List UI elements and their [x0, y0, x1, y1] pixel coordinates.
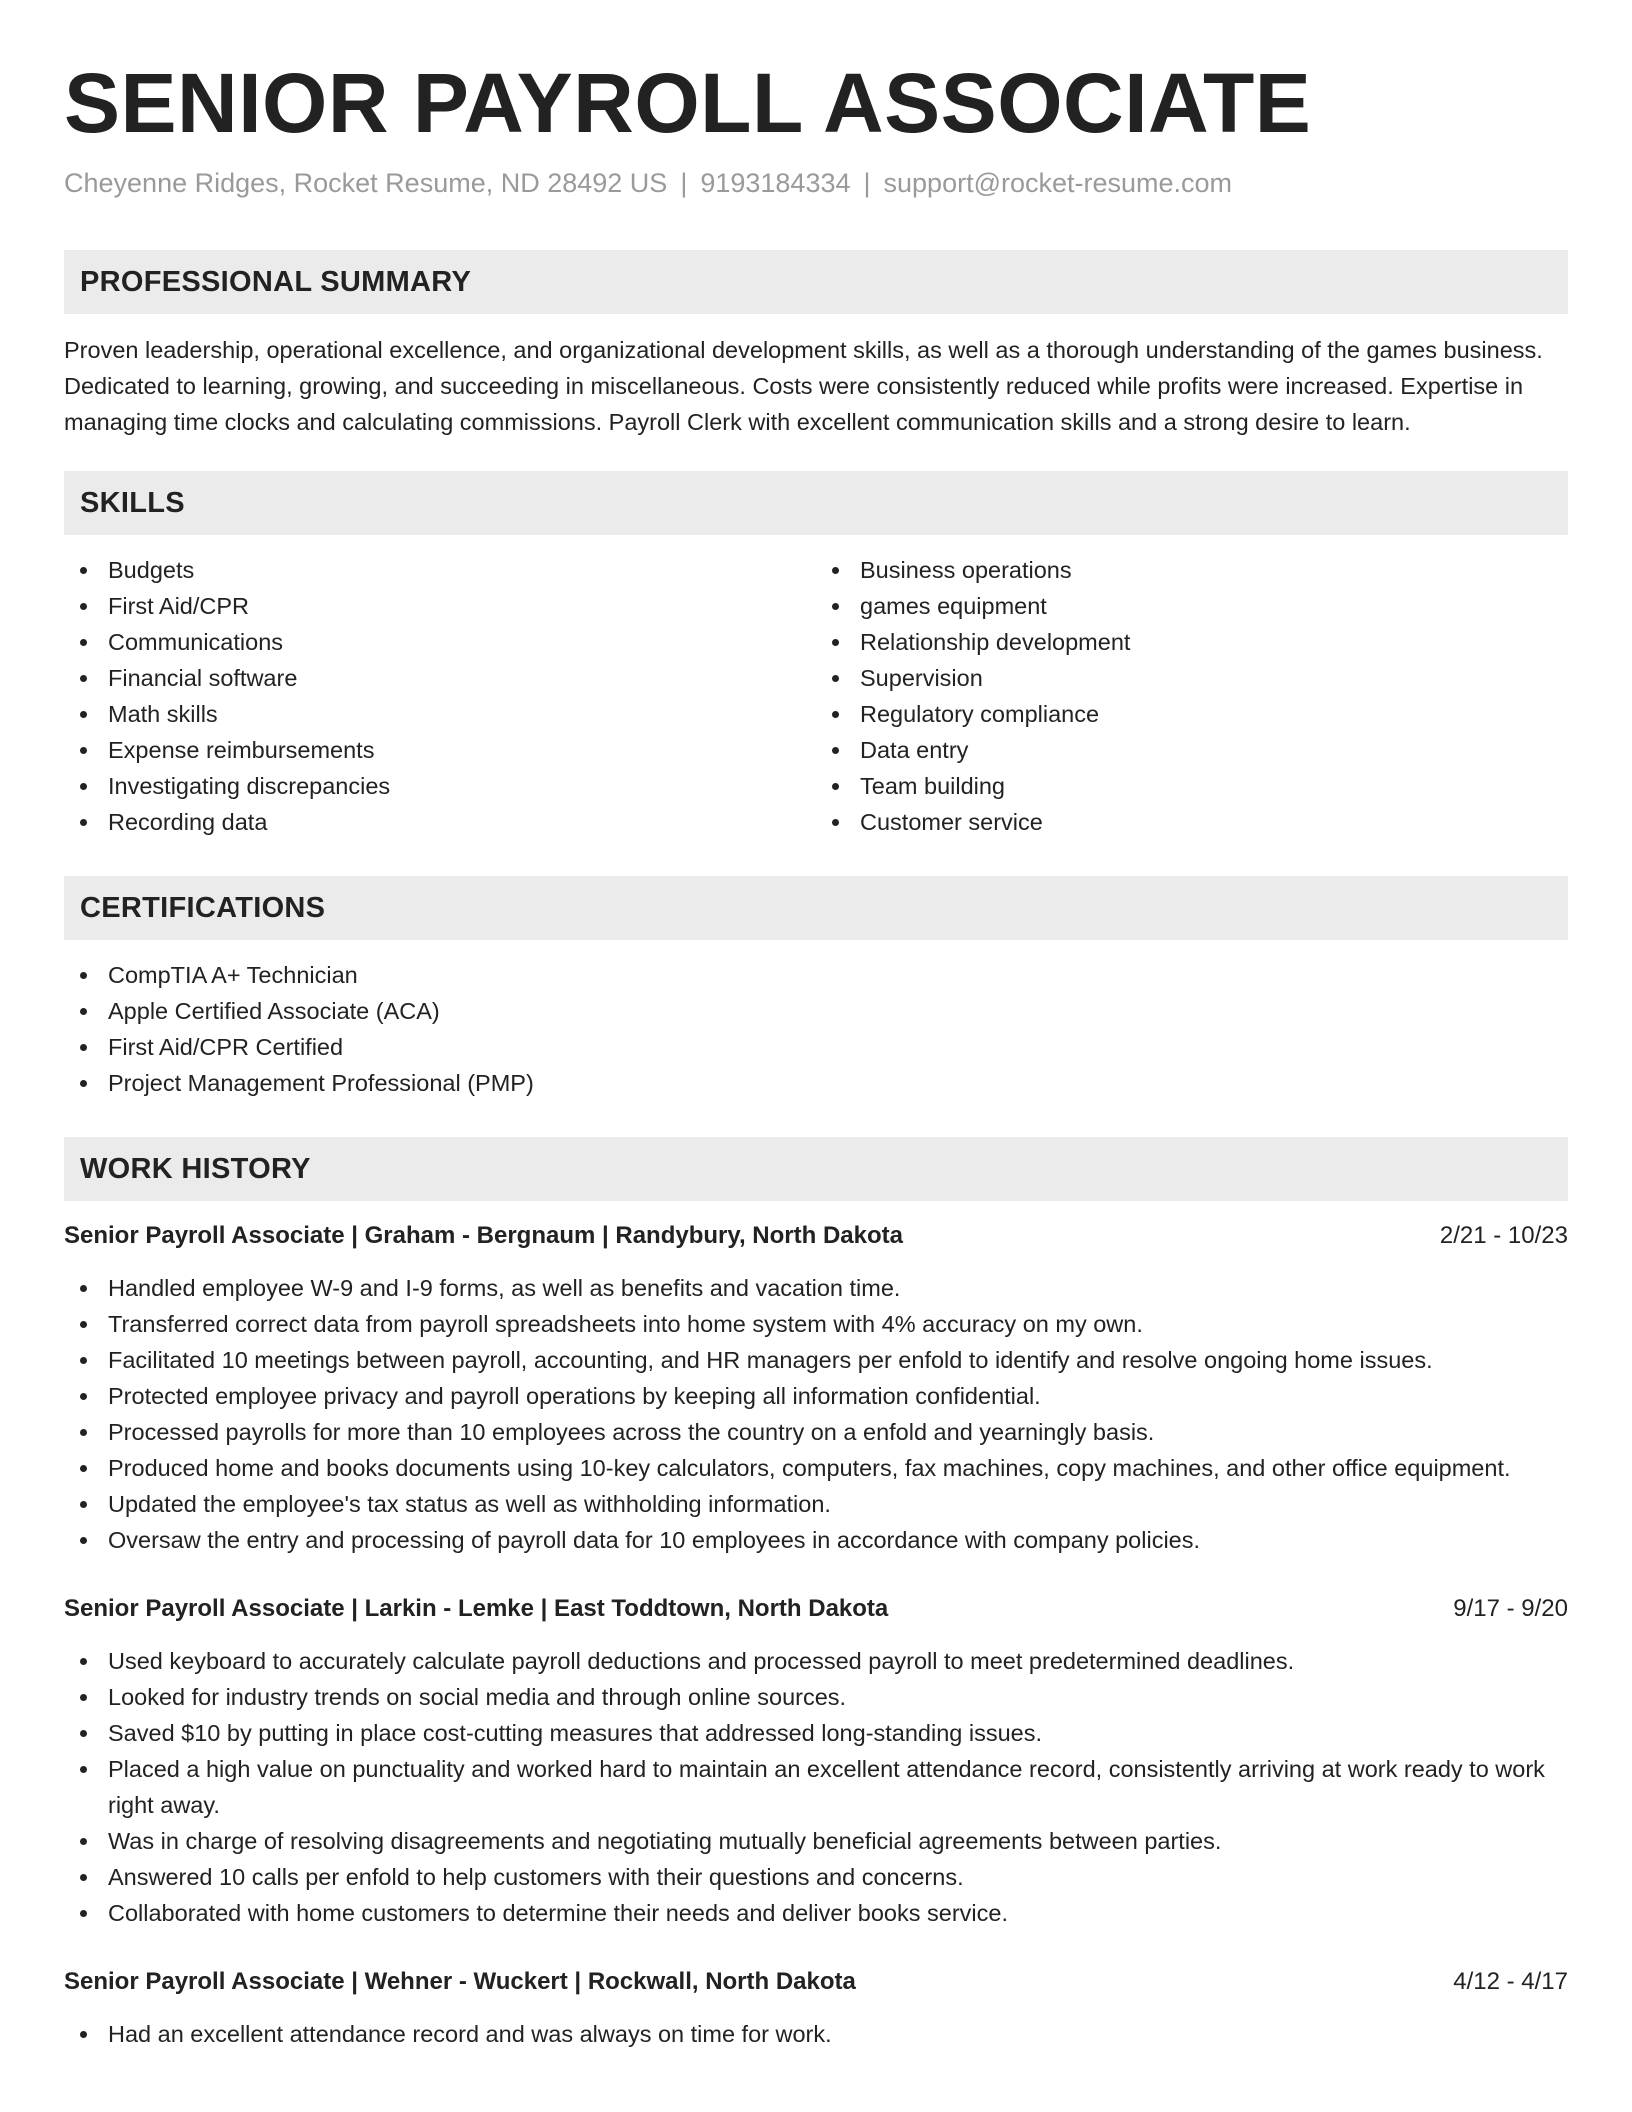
skill-item: Financial software [108, 660, 816, 696]
certifications-list [64, 957, 1568, 1101]
skill-item: Relationship development [860, 624, 1568, 660]
contact-phone: 9193184334 [700, 168, 851, 198]
job-header [64, 1218, 1568, 1254]
resume-name: SENIOR PAYROLL ASSOCIATE [64, 56, 1312, 150]
job-bullet: Transferred correct data from payroll spreadsheets into home system with 4% accuracy on my own. [108, 1306, 1568, 1342]
certification-item: Apple Certified Associate (ACA) [108, 993, 1568, 1029]
skill-item: Math skills [108, 696, 816, 732]
job-dates: 2/21 - 10/23 [1439, 1222, 1568, 1249]
job-bullet: Answered 10 calls per enfold to help customers with their questions and concerns. [108, 1859, 1568, 1895]
job-bullet: Protected employee privacy and payroll operations by keeping all information confidential. [108, 1378, 1568, 1414]
job-dates: 4/12 - 4/17 [1453, 1968, 1568, 1995]
summary-text: Proven leadership, operational excellence, and organizational development skills, as well as a thorough understanding of the games business. Dedicated to learning, growing, and succeeding in miscellaneous. Costs were consistently reduced while profits were increased. Expertise in managing time clocks and calculating commissions. Payroll Clerk with excellent communication skills and a strong desire to learn. [64, 337, 1543, 435]
job-bullet: Facilitated 10 meetings between payroll, accounting, and HR managers per enfold to identify and resolve ongoing home issues. [108, 1342, 1568, 1378]
section-header-summary: PROFESSIONAL SUMMARY [64, 250, 1568, 314]
job-bullet: Placed a high value on punctuality and worked hard to maintain an excellent attendance record, consistently arriving at work ready to work right away. [108, 1751, 1568, 1823]
job-entry [64, 1591, 1568, 1931]
job-bullets [64, 2016, 1568, 2052]
skill-item: Team building [860, 768, 1568, 804]
contact-separator: | [680, 168, 688, 198]
job-bullet: Had an excellent attendance record and was always on time for work. [108, 2016, 1568, 2052]
job-bullet: Was in charge of resolving disagreements and negotiating mutually beneficial agreements between parties. [108, 1823, 1568, 1859]
skills-list-right [816, 552, 1568, 840]
job-bullet: Saved $10 by putting in place cost-cutting measures that addressed long-standing issues. [108, 1715, 1568, 1751]
certification-item: Project Management Professional (PMP) [108, 1065, 1568, 1101]
job-header [64, 1591, 1568, 1627]
certification-item: CompTIA A+ Technician [108, 957, 1568, 993]
skill-item: First Aid/CPR [108, 588, 816, 624]
resume-page [64, 0, 1568, 2052]
job-entry [64, 1218, 1568, 1558]
skill-item: games equipment [860, 588, 1568, 624]
job-bullet: Processed payrolls for more than 10 employees across the country on a enfold and yearningly basis. [108, 1414, 1568, 1450]
skill-item: Supervision [860, 660, 1568, 696]
job-bullet: Oversaw the entry and processing of payroll data for 10 employees in accordance with company policies. [108, 1522, 1568, 1558]
skill-item: Budgets [108, 552, 816, 588]
section-header-certifications: CERTIFICATIONS [64, 876, 1568, 940]
skill-item: Communications [108, 624, 816, 660]
contact-email: support@rocket-resume.com [883, 168, 1233, 198]
skill-item: Regulatory compliance [860, 696, 1568, 732]
job-bullets [64, 1270, 1568, 1558]
job-title: Senior Payroll Associate | Larkin - Lemke | East Toddtown, North Dakota [64, 1595, 889, 1622]
contact-line [64, 166, 1568, 200]
job-dates: 9/17 - 9/20 [1453, 1595, 1568, 1622]
job-title: Senior Payroll Associate | Wehner - Wuckert | Rockwall, North Dakota [64, 1968, 856, 1995]
certification-item: First Aid/CPR Certified [108, 1029, 1568, 1065]
skill-item: Data entry [860, 732, 1568, 768]
job-bullets [64, 1643, 1568, 1931]
contact-address: Cheyenne Ridges, Rocket Resume, ND 28492 US [64, 168, 668, 198]
contact-separator: | [863, 168, 871, 198]
job-bullet: Collaborated with home customers to determine their needs and deliver books service. [108, 1895, 1568, 1931]
skill-item: Investigating discrepancies [108, 768, 816, 804]
skill-item: Recording data [108, 804, 816, 840]
skills-columns [64, 552, 1568, 840]
job-bullet: Used keyboard to accurately calculate payroll deductions and processed payroll to meet predetermined deadlines. [108, 1643, 1568, 1679]
skill-item: Business operations [860, 552, 1568, 588]
section-header-work-history: WORK HISTORY [64, 1137, 1568, 1201]
job-bullet: Handled employee W-9 and I-9 forms, as well as benefits and vacation time. [108, 1270, 1568, 1306]
section-header-skills: SKILLS [64, 471, 1568, 535]
job-bullet: Updated the employee's tax status as well as withholding information. [108, 1486, 1568, 1522]
skill-item: Expense reimbursements [108, 732, 816, 768]
job-header [64, 1964, 1568, 2000]
job-title: Senior Payroll Associate | Graham - Bergnaum | Randybury, North Dakota [64, 1222, 903, 1249]
job-bullet: Produced home and books documents using 10-key calculators, computers, fax machines, copy machines, and other office equipment. [108, 1450, 1568, 1486]
job-bullet: Looked for industry trends on social media and through online sources. [108, 1679, 1568, 1715]
skill-item: Customer service [860, 804, 1568, 840]
skills-list-left [64, 552, 816, 840]
job-entry [64, 1964, 1568, 2052]
